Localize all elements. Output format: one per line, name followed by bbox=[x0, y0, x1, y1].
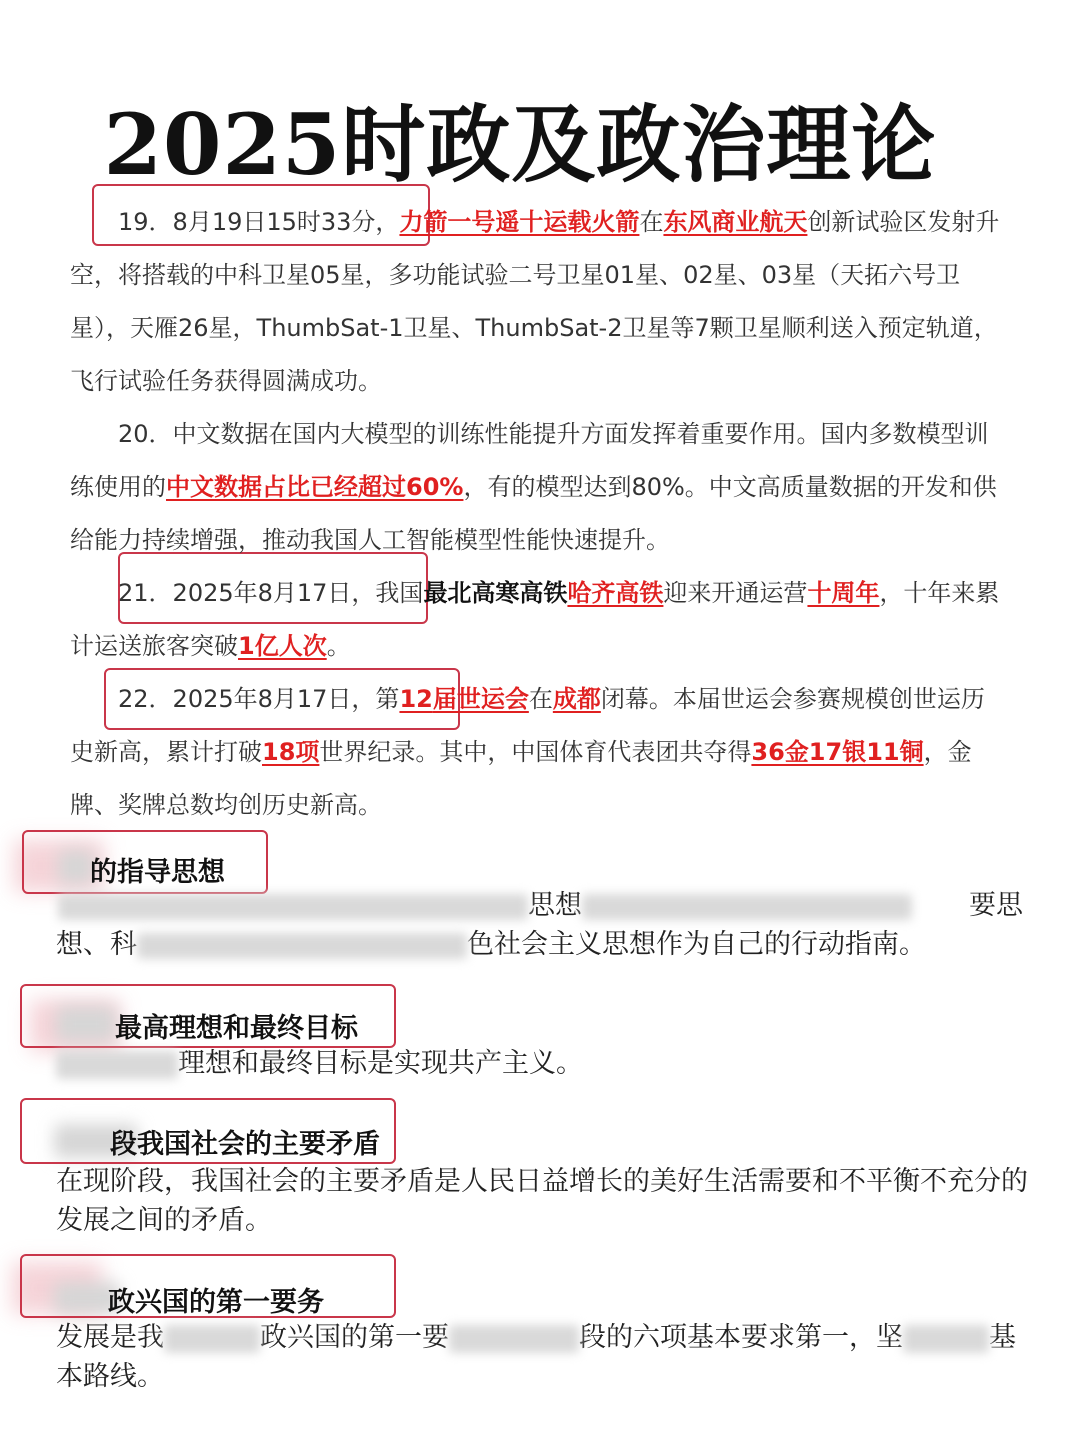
section-heading: 段我国社会的主要矛盾 bbox=[110, 1129, 380, 1160]
page-title: 2025时政及政治理论 bbox=[103, 95, 937, 194]
highlight-text: 36金17银11铜 bbox=[751, 738, 924, 766]
highlight-text: 十周年 bbox=[807, 579, 880, 607]
highlight-text: 哈齐高铁 bbox=[567, 579, 664, 607]
section-body: 在现阶段，我国社会的主要矛盾是人民日益增长的美好生活需要和不平衡不充分的发展之间的矛盾。 bbox=[56, 1166, 1028, 1236]
highlight-text: 18项 bbox=[262, 738, 320, 766]
highlight-text: 力箭一号遥十运载火箭 bbox=[399, 208, 640, 236]
highlight-text: 1亿人次 bbox=[238, 632, 327, 660]
highlight-text: 东风商业航天 bbox=[663, 208, 808, 236]
news-item-22: 22．2025年8月17日，第12届世运会在成都闭幕。本届世运会参赛规模创世运历史新高，累计打破18项世界纪录。其中，中国体育代表团共夺得36金17银11铜，金牌、奖牌总数均创历史新高。 bbox=[70, 685, 985, 819]
highlight-text: 12 bbox=[399, 685, 433, 713]
section-heading: 的指导思想 bbox=[90, 857, 225, 888]
highlight-text: 届世运会 bbox=[432, 685, 529, 713]
section-body: 思想 要思 想、科 色社会主义思想作为自己的行动指南。 bbox=[56, 890, 1023, 960]
section-heading: 政兴国的第一要务 bbox=[108, 1287, 324, 1318]
section-body: 发展是我 政兴国的第一要 段的六项基本要求第一，坚 基 本路线。 bbox=[56, 1322, 1016, 1392]
bold-text: 最北高寒高铁 bbox=[423, 579, 568, 607]
highlight-text: 成都 bbox=[552, 685, 601, 713]
section-heading: 最高理想和最终目标 bbox=[115, 1013, 358, 1044]
news-item-21: 21．2025年8月17日，我国最北高寒高铁哈齐高铁迎来开通运营十周年，十年来累计运送旅客突破1亿人次。 bbox=[70, 579, 1000, 660]
news-item-19: 19．8月19日15时33分，力箭一号遥十运载火箭在东风商业航天创新试验区发射升空，将搭载的中科卫星05星，多功能试验二号卫星01星、02星、03星（天拓六号卫星），天雁26星，ThumbSat-1卫星、ThumbSat-2卫星等7颗卫星顺利送入预定轨道，飞行试验任务获得圆满成功。 bbox=[70, 208, 1000, 395]
section-body: 理想和最终目标是实现共产主义。 bbox=[56, 1044, 1031, 1083]
news-document bbox=[70, 196, 1000, 832]
highlight-text: 中文数据占比已经超过60% bbox=[166, 473, 464, 501]
news-item-20: 20．中文数据在国内大模型的训练性能提升方面发挥着重要作用。国内多数模型训练使用的中文数据占比已经超过60%，有的模型达到80%。中文高质量数据的开发和供给能力持续增强，推动我国人工智能模型性能快速提升。 bbox=[70, 420, 997, 554]
